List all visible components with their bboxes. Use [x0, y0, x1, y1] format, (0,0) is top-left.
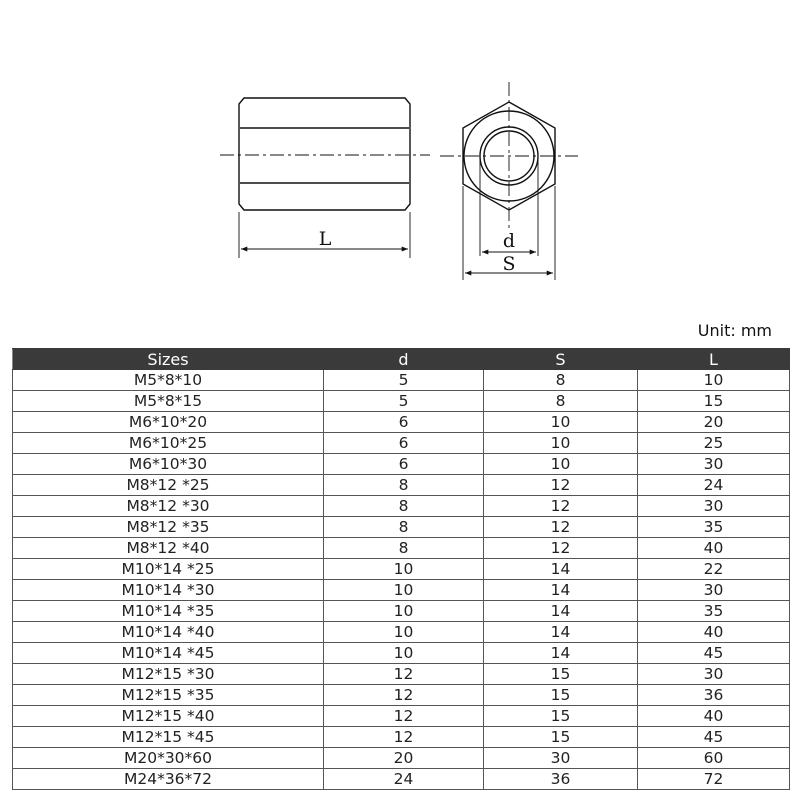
cell-s: 12	[484, 517, 638, 538]
cell-s: 8	[484, 370, 638, 391]
cell-d: 10	[324, 580, 484, 601]
cell-size: M6*10*20	[13, 412, 324, 433]
cell-l: 30	[638, 580, 790, 601]
table-row	[13, 433, 790, 454]
table-row	[13, 748, 790, 769]
cell-l: 30	[638, 454, 790, 475]
cell-size: M8*12 *35	[13, 517, 324, 538]
cell-s: 15	[484, 727, 638, 748]
cell-size: M12*15 *45	[13, 727, 324, 748]
cell-l: 60	[638, 748, 790, 769]
cell-s: 14	[484, 622, 638, 643]
cell-s: 8	[484, 391, 638, 412]
cell-s: 12	[484, 538, 638, 559]
table-row	[13, 538, 790, 559]
table-row	[13, 559, 790, 580]
table-row	[13, 412, 790, 433]
hex-coupling-nut-drawing	[0, 0, 800, 300]
cell-d: 8	[324, 517, 484, 538]
table-body	[13, 370, 790, 790]
header-sizes: Sizes	[13, 349, 324, 370]
cell-s: 30	[484, 748, 638, 769]
cell-s: 14	[484, 559, 638, 580]
cell-d: 5	[324, 391, 484, 412]
table-row	[13, 643, 790, 664]
cell-l: 40	[638, 538, 790, 559]
cell-d: 10	[324, 643, 484, 664]
cell-size: M8*12 *25	[13, 475, 324, 496]
cell-l: 40	[638, 622, 790, 643]
cell-s: 14	[484, 643, 638, 664]
table-row	[13, 370, 790, 391]
cell-d: 5	[324, 370, 484, 391]
table-row	[13, 706, 790, 727]
cell-s: 14	[484, 601, 638, 622]
cell-s: 12	[484, 496, 638, 517]
cell-s: 14	[484, 580, 638, 601]
table-row	[13, 496, 790, 517]
cell-s: 10	[484, 412, 638, 433]
table-row	[13, 601, 790, 622]
cell-size: M8*12 *30	[13, 496, 324, 517]
cell-d: 12	[324, 727, 484, 748]
cell-size: M8*12 *40	[13, 538, 324, 559]
table-row	[13, 475, 790, 496]
table-row	[13, 622, 790, 643]
cell-size: M5*8*15	[13, 391, 324, 412]
cell-size: M24*36*72	[13, 769, 324, 790]
cell-size: M6*10*30	[13, 454, 324, 475]
cell-l: 40	[638, 706, 790, 727]
cell-d: 6	[324, 433, 484, 454]
cell-l: 72	[638, 769, 790, 790]
cell-l: 30	[638, 664, 790, 685]
cell-l: 25	[638, 433, 790, 454]
table-row	[13, 664, 790, 685]
cell-d: 12	[324, 685, 484, 706]
cell-s: 10	[484, 433, 638, 454]
header-s: S	[484, 349, 638, 370]
cell-s: 15	[484, 685, 638, 706]
cell-d: 8	[324, 538, 484, 559]
cell-size: M10*14 *40	[13, 622, 324, 643]
table-row	[13, 580, 790, 601]
cell-size: M5*8*10	[13, 370, 324, 391]
table-row	[13, 685, 790, 706]
cell-l: 35	[638, 601, 790, 622]
cell-d: 10	[324, 622, 484, 643]
cell-s: 15	[484, 706, 638, 727]
cell-d: 8	[324, 475, 484, 496]
cell-s: 10	[484, 454, 638, 475]
cell-l: 35	[638, 517, 790, 538]
cell-l: 15	[638, 391, 790, 412]
cell-size: M12*15 *40	[13, 706, 324, 727]
cell-size: M10*14 *30	[13, 580, 324, 601]
cell-d: 12	[324, 706, 484, 727]
cell-size: M12*15 *35	[13, 685, 324, 706]
cell-d: 12	[324, 664, 484, 685]
cell-size: M10*14 *25	[13, 559, 324, 580]
cell-s: 15	[484, 664, 638, 685]
dimension-label-s: S	[502, 253, 516, 275]
cell-l: 30	[638, 496, 790, 517]
table-row	[13, 454, 790, 475]
cell-l: 45	[638, 727, 790, 748]
cell-l: 36	[638, 685, 790, 706]
cell-size: M10*14 *45	[13, 643, 324, 664]
cell-size: M20*30*60	[13, 748, 324, 769]
table-header-row	[13, 349, 790, 370]
header-d: d	[324, 349, 484, 370]
table-row	[13, 769, 790, 790]
cell-d: 6	[324, 454, 484, 475]
header-l: L	[638, 349, 790, 370]
cell-d: 20	[324, 748, 484, 769]
unit-label: Unit: mm	[697, 321, 772, 340]
cell-size: M10*14 *35	[13, 601, 324, 622]
cell-d: 8	[324, 496, 484, 517]
cell-l: 24	[638, 475, 790, 496]
dimension-label-d: d	[502, 230, 516, 252]
size-spec-table	[12, 348, 790, 790]
cell-d: 10	[324, 559, 484, 580]
cell-d: 24	[324, 769, 484, 790]
cell-d: 6	[324, 412, 484, 433]
cell-l: 20	[638, 412, 790, 433]
cell-size: M12*15 *30	[13, 664, 324, 685]
table-row	[13, 517, 790, 538]
cell-l: 22	[638, 559, 790, 580]
table-row	[13, 391, 790, 412]
cell-l: 45	[638, 643, 790, 664]
table-row	[13, 727, 790, 748]
dimension-label-l: L	[318, 228, 332, 250]
cell-d: 10	[324, 601, 484, 622]
cell-l: 10	[638, 370, 790, 391]
cell-size: M6*10*25	[13, 433, 324, 454]
cell-s: 36	[484, 769, 638, 790]
cell-s: 12	[484, 475, 638, 496]
